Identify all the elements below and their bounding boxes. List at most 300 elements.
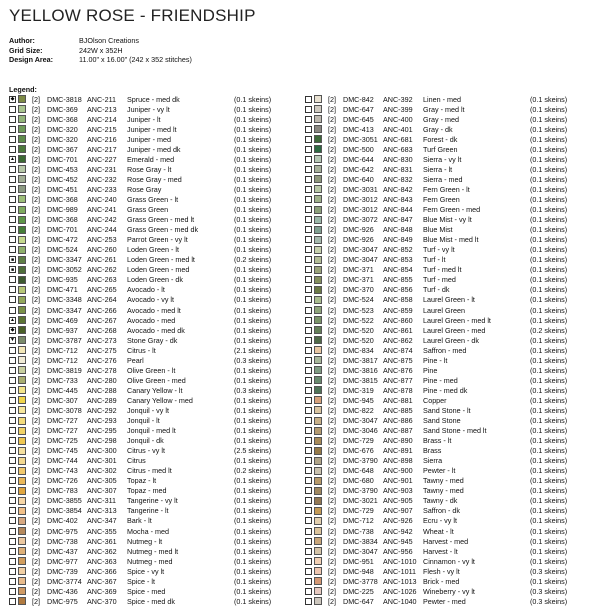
anchor-code: ANC-945: [383, 536, 413, 546]
skein-amount: (0.1 skeins): [234, 144, 272, 154]
anchor-code: ANC-280: [87, 375, 117, 385]
strand-count: [2]: [32, 205, 40, 215]
color-name: Rose Gray - lt: [127, 164, 172, 174]
anchor-code: ANC-830: [383, 154, 413, 164]
strand-count: [2]: [328, 184, 336, 194]
strand-count: [2]: [328, 104, 336, 114]
color-name: Laurel Green: [423, 305, 465, 315]
skein-amount: (0.1 skeins): [530, 556, 568, 566]
dmc-code: DMC-452: [47, 174, 78, 184]
legend-row: [9, 235, 306, 245]
legend-row: [305, 426, 602, 436]
anchor-code: ANC-876: [383, 365, 413, 375]
color-swatch: [18, 155, 26, 163]
legend-row: [305, 235, 602, 245]
strand-count: [2]: [32, 225, 40, 235]
dmc-code: DMC-642: [343, 164, 374, 174]
info-grid-size: [9, 46, 192, 56]
skein-amount: (0.1 skeins): [234, 104, 272, 114]
color-name: Juniper - vy lt: [127, 104, 170, 114]
stitch-symbol-icon: [305, 96, 312, 103]
color-swatch: [314, 175, 322, 183]
strand-count: [2]: [32, 124, 40, 134]
legend-row: [305, 265, 602, 275]
info-value: BJOlson Creations: [79, 36, 139, 45]
anchor-code: ANC-842: [383, 184, 413, 194]
stitch-symbol-icon: [305, 276, 312, 283]
color-name: Nutmeg - lt: [127, 536, 163, 546]
strand-count: [2]: [32, 245, 40, 255]
color-swatch: [18, 296, 26, 304]
color-swatch: [18, 195, 26, 203]
skein-amount: (0.1 skeins): [234, 305, 272, 315]
strand-count: [2]: [32, 526, 40, 536]
strand-count: [2]: [32, 345, 40, 355]
color-swatch: [18, 487, 26, 495]
anchor-code: ANC-1040: [383, 596, 417, 606]
color-name: Tangerine - vy lt: [127, 496, 178, 506]
dmc-code: DMC-744: [47, 456, 78, 466]
strand-count: [2]: [328, 164, 336, 174]
strand-count: [2]: [32, 315, 40, 325]
anchor-code: ANC-907: [383, 506, 413, 516]
legend-row: [305, 385, 602, 395]
skein-amount: (0.3 skeins): [234, 355, 272, 365]
skein-amount: (0.1 skeins): [530, 365, 568, 375]
color-name: Avocado - med: [127, 315, 176, 325]
skein-amount: (0.1 skeins): [530, 265, 568, 275]
legend-row: [305, 104, 602, 114]
color-name: Pewter - med: [423, 596, 466, 606]
dmc-code: DMC-3815: [343, 375, 378, 385]
stitch-symbol-icon: [305, 528, 312, 535]
strand-count: [2]: [32, 536, 40, 546]
anchor-code: ANC-903: [383, 486, 413, 496]
color-swatch: [18, 276, 26, 284]
strand-count: [2]: [328, 355, 336, 365]
color-name: Olive Green - med: [127, 375, 186, 385]
dmc-code: DMC-469: [47, 315, 78, 325]
color-name: Spruce - med dk: [127, 94, 180, 104]
skein-amount: (0.1 skeins): [530, 476, 568, 486]
color-name: Forest - dk: [423, 134, 458, 144]
skein-amount: (0.1 skeins): [530, 315, 568, 325]
stitch-symbol-icon: ◆: [10, 96, 15, 103]
skein-amount: (0.1 skeins): [530, 225, 568, 235]
stitch-symbol-icon: [9, 397, 16, 404]
dmc-code: DMC-3047: [343, 546, 378, 556]
stitch-symbol-icon: [305, 166, 312, 173]
color-name: Sand Stone: [423, 416, 461, 426]
color-swatch: [314, 356, 322, 364]
skein-amount: (0.1 skeins): [234, 325, 272, 335]
legend-row: [9, 174, 306, 184]
legend-row: [9, 506, 306, 516]
strand-count: [2]: [32, 576, 40, 586]
skein-amount: (0.1 skeins): [234, 335, 272, 345]
stitch-symbol-icon: [305, 598, 312, 605]
legend-row: [305, 365, 602, 375]
legend-row: [9, 416, 306, 426]
color-swatch: [18, 346, 26, 354]
color-swatch: [314, 507, 322, 515]
dmc-code: DMC-783: [47, 486, 78, 496]
stitch-symbol-icon: [305, 136, 312, 143]
skein-amount: (0.1 skeins): [530, 496, 568, 506]
skein-amount: (0.3 skeins): [530, 586, 568, 596]
stitch-symbol-icon: [305, 246, 312, 253]
legend-row: [305, 325, 602, 335]
skein-amount: (0.1 skeins): [530, 526, 568, 536]
skein-amount: (0.1 skeins): [530, 486, 568, 496]
legend-row: [305, 285, 602, 295]
strand-count: [2]: [32, 94, 40, 104]
dmc-code: DMC-402: [47, 516, 78, 526]
color-swatch: [18, 336, 26, 344]
info-design-area: [9, 55, 192, 65]
skein-amount: (0.1 skeins): [530, 295, 568, 305]
stitch-symbol-icon: [305, 457, 312, 464]
color-name: Pine: [423, 365, 438, 375]
strand-count: [2]: [32, 436, 40, 446]
color-name: Grass Green - med dk: [127, 225, 199, 235]
color-name: Canary Yellow - lt: [127, 385, 183, 395]
legend-row: [305, 586, 602, 596]
anchor-code: ANC-852: [383, 245, 413, 255]
legend-row: [9, 194, 306, 204]
strand-count: [2]: [328, 405, 336, 415]
stitch-symbol-icon: [9, 226, 16, 233]
skein-amount: (0.1 skeins): [530, 184, 568, 194]
anchor-code: ANC-881: [383, 395, 413, 405]
anchor-code: ANC-217: [87, 144, 117, 154]
color-name: Gray - dk: [423, 124, 453, 134]
dmc-code: DMC-3031: [343, 184, 378, 194]
legend-row: [9, 144, 306, 154]
skein-amount: (0.1 skeins): [234, 94, 272, 104]
strand-count: [2]: [32, 566, 40, 576]
strand-count: [2]: [32, 174, 40, 184]
anchor-code: ANC-347: [87, 516, 117, 526]
strand-count: [2]: [328, 466, 336, 476]
anchor-code: ANC-260: [87, 245, 117, 255]
skein-amount: (0.2 skeins): [234, 255, 272, 265]
strand-count: [2]: [328, 154, 336, 164]
skein-amount: (0.1 skeins): [530, 215, 568, 225]
dmc-code: DMC-413: [343, 124, 374, 134]
skein-amount: (0.3 skeins): [530, 566, 568, 576]
skein-amount: (0.1 skeins): [234, 114, 272, 124]
anchor-code: ANC-292: [87, 405, 117, 415]
color-swatch: [18, 427, 26, 435]
anchor-code: ANC-366: [87, 566, 117, 576]
color-swatch: [314, 396, 322, 404]
stitch-symbol-icon: [305, 497, 312, 504]
stitch-symbol-icon: [305, 146, 312, 153]
color-swatch: [18, 537, 26, 545]
skein-amount: (0.1 skeins): [530, 305, 568, 315]
color-swatch: [18, 135, 26, 143]
dmc-code: DMC-436: [47, 586, 78, 596]
color-swatch: [314, 145, 322, 153]
skein-amount: (0.1 skeins): [234, 506, 272, 516]
anchor-code: ANC-263: [87, 275, 117, 285]
color-swatch: [18, 396, 26, 404]
stitch-symbol-icon: [9, 176, 16, 183]
dmc-code: DMC-712: [47, 355, 78, 365]
legend-row: [9, 305, 306, 315]
color-swatch: [314, 336, 322, 344]
color-swatch: [314, 567, 322, 575]
color-name: Avocado - med lt: [127, 305, 181, 315]
color-swatch: [18, 597, 26, 605]
color-name: Flesh - vy lt: [423, 566, 460, 576]
color-swatch: [18, 115, 26, 123]
dmc-code: DMC-3047: [343, 416, 378, 426]
anchor-code: ANC-289: [87, 395, 117, 405]
dmc-code: DMC-3818: [47, 94, 82, 104]
color-swatch: [314, 597, 322, 605]
color-name: Grass Green: [127, 205, 169, 215]
skein-amount: (0.1 skeins): [530, 405, 568, 415]
strand-count: [2]: [32, 164, 40, 174]
legend-row: [9, 215, 306, 225]
strand-count: [2]: [328, 476, 336, 486]
color-name: Sand Stone - med lt: [423, 426, 487, 436]
color-name: Bark - lt: [127, 516, 152, 526]
color-name: Copper: [423, 395, 447, 405]
color-swatch: [18, 467, 26, 475]
dmc-code: DMC-3047: [343, 255, 378, 265]
stitch-symbol-icon: [305, 307, 312, 314]
legend-row: [305, 164, 602, 174]
anchor-code: ANC-213: [87, 104, 117, 114]
anchor-code: ANC-878: [383, 385, 413, 395]
legend-row: [305, 94, 602, 104]
dmc-code: DMC-726: [47, 476, 78, 486]
dmc-code: DMC-738: [343, 526, 374, 536]
color-swatch: [18, 517, 26, 525]
legend-row: [9, 586, 306, 596]
strand-count: [2]: [328, 325, 336, 335]
strand-count: [2]: [32, 265, 40, 275]
color-swatch: [18, 376, 26, 384]
legend-row: [9, 456, 306, 466]
color-swatch: [314, 236, 322, 244]
color-name: Brass - lt: [423, 436, 452, 446]
anchor-code: ANC-241: [87, 205, 117, 215]
anchor-code: ANC-367: [87, 576, 117, 586]
color-name: Blue Mist - vy lt: [423, 215, 472, 225]
color-swatch: [18, 497, 26, 505]
strand-count: [2]: [328, 245, 336, 255]
anchor-code: ANC-261: [87, 255, 117, 265]
stitch-symbol-icon: [9, 186, 16, 193]
stitch-symbol-icon: ◆: [10, 327, 15, 334]
anchor-code: ANC-267: [87, 315, 117, 325]
color-swatch: [314, 557, 322, 565]
legend-row: [9, 265, 306, 275]
strand-count: [2]: [32, 235, 40, 245]
dmc-code: DMC-524: [343, 295, 374, 305]
skein-amount: (0.1 skeins): [234, 375, 272, 385]
legend-row: [305, 134, 602, 144]
anchor-code: ANC-859: [383, 305, 413, 315]
stitch-symbol-icon: [9, 568, 16, 575]
strand-count: [2]: [32, 355, 40, 365]
skein-amount: (0.1 skeins): [234, 576, 272, 586]
dmc-code: DMC-523: [343, 305, 374, 315]
dmc-code: DMC-727: [47, 426, 78, 436]
color-name: Jonquil - dk: [127, 436, 164, 446]
color-swatch: [314, 386, 322, 394]
legend-row: [305, 556, 602, 566]
skein-amount: (0.1 skeins): [234, 416, 272, 426]
stitch-symbol-icon: [9, 307, 16, 314]
anchor-code: ANC-370: [87, 596, 117, 606]
legend-row: [9, 255, 306, 265]
skein-amount: (2.1 skeins): [234, 345, 272, 355]
color-swatch: [314, 135, 322, 143]
color-name: Wheat - lt: [423, 526, 454, 536]
anchor-code: ANC-874: [383, 345, 413, 355]
stitch-symbol-icon: [305, 568, 312, 575]
stitch-symbol-icon: [9, 558, 16, 565]
color-name: Juniper - med lt: [127, 124, 177, 134]
color-swatch: [314, 447, 322, 455]
color-swatch: [314, 316, 322, 324]
skein-amount: (0.3 skeins): [530, 596, 568, 606]
anchor-code: ANC-362: [87, 546, 117, 556]
anchor-code: ANC-853: [383, 255, 413, 265]
skein-amount: (0.1 skeins): [234, 225, 272, 235]
dmc-code: DMC-644: [343, 154, 374, 164]
dmc-code: DMC-3012: [343, 194, 378, 204]
legend-row: [305, 395, 602, 405]
skein-amount: (0.1 skeins): [234, 566, 272, 576]
skein-amount: (0.1 skeins): [234, 285, 272, 295]
color-name: Sierra - lt: [423, 164, 453, 174]
skein-amount: (0.1 skeins): [530, 436, 568, 446]
color-swatch: [18, 557, 26, 565]
strand-count: [2]: [328, 365, 336, 375]
color-name: Spice - med: [127, 586, 166, 596]
skein-amount: (0.1 skeins): [234, 164, 272, 174]
legend-row: [305, 345, 602, 355]
dmc-code: DMC-3012: [343, 205, 378, 215]
legend-row: [9, 104, 306, 114]
legend-row: [305, 576, 602, 586]
strand-count: [2]: [32, 335, 40, 345]
anchor-code: ANC-886: [383, 416, 413, 426]
skein-amount: (0.1 skeins): [234, 174, 272, 184]
stitch-symbol-icon: [305, 507, 312, 514]
strand-count: [2]: [32, 215, 40, 225]
skein-amount: (0.1 skeins): [234, 154, 272, 164]
strand-count: [2]: [328, 205, 336, 215]
stitch-symbol-icon: [9, 407, 16, 414]
strand-count: [2]: [32, 486, 40, 496]
dmc-code: DMC-3052: [47, 265, 82, 275]
stitch-symbol-icon: [9, 487, 16, 494]
color-name: Citrus - med lt: [127, 466, 172, 476]
anchor-code: ANC-1010: [383, 556, 417, 566]
skein-amount: (0.1 skeins): [530, 395, 568, 405]
dmc-code: DMC-520: [343, 335, 374, 345]
dmc-code: DMC-842: [343, 94, 374, 104]
legend-row: [305, 114, 602, 124]
color-swatch: [314, 195, 322, 203]
stitch-symbol-icon: [9, 286, 16, 293]
stitch-symbol-icon: [9, 347, 16, 354]
legend-row: [9, 355, 306, 365]
color-name: Rose Gray - med: [127, 174, 182, 184]
stitch-symbol-icon: [9, 538, 16, 545]
skein-amount: (0.1 skeins): [234, 315, 272, 325]
skein-amount: (0.1 skeins): [530, 576, 568, 586]
stitch-symbol-icon: [9, 106, 16, 113]
strand-count: [2]: [328, 215, 336, 225]
strand-count: [2]: [328, 436, 336, 446]
anchor-code: ANC-681: [383, 134, 413, 144]
legend-row: [9, 466, 306, 476]
skein-amount: (0.1 skeins): [234, 245, 272, 255]
stitch-symbol-icon: [9, 477, 16, 484]
skein-amount: (0.1 skeins): [530, 255, 568, 265]
legend-row: [9, 426, 306, 436]
dmc-code: DMC-500: [343, 144, 374, 154]
dmc-code: DMC-935: [47, 275, 78, 285]
anchor-code: ANC-854: [383, 265, 413, 275]
anchor-code: ANC-298: [87, 436, 117, 446]
skein-amount: (0.1 skeins): [234, 405, 272, 415]
strand-count: [2]: [32, 496, 40, 506]
dmc-code: DMC-951: [343, 556, 374, 566]
color-name: Nutmeg - med: [127, 556, 173, 566]
color-swatch: [314, 417, 322, 425]
skein-amount: (0.1 skeins): [530, 516, 568, 526]
dmc-code: DMC-451: [47, 184, 78, 194]
color-name: Grass Green - lt: [127, 194, 179, 204]
dmc-code: DMC-445: [47, 385, 78, 395]
stitch-symbol-icon: [305, 337, 312, 344]
skein-amount: (0.1 skeins): [234, 546, 272, 556]
anchor-code: ANC-843: [383, 194, 413, 204]
legend-column-right: [305, 94, 602, 606]
color-name: Turf - med: [423, 275, 456, 285]
color-name: Spice - lt: [127, 576, 155, 586]
color-name: Harvest - med: [423, 536, 469, 546]
anchor-code: ANC-858: [383, 295, 413, 305]
skein-amount: (0.1 skeins): [234, 194, 272, 204]
color-name: Tawny - dk: [423, 496, 458, 506]
color-swatch: [18, 256, 26, 264]
stitch-symbol-icon: [9, 296, 16, 303]
stitch-symbol-icon: [9, 447, 16, 454]
dmc-code: DMC-3817: [343, 355, 378, 365]
legend-row: [9, 596, 306, 606]
color-swatch: [314, 155, 322, 163]
stitch-symbol-icon: [9, 377, 16, 384]
dmc-code: DMC-948: [343, 566, 374, 576]
anchor-code: ANC-313: [87, 506, 117, 516]
legend-row: [305, 295, 602, 305]
color-swatch: [18, 286, 26, 294]
color-name: Pine - med: [423, 375, 458, 385]
strand-count: [2]: [328, 596, 336, 606]
dmc-code: DMC-977: [47, 556, 78, 566]
color-name: Rose Gray: [127, 184, 162, 194]
